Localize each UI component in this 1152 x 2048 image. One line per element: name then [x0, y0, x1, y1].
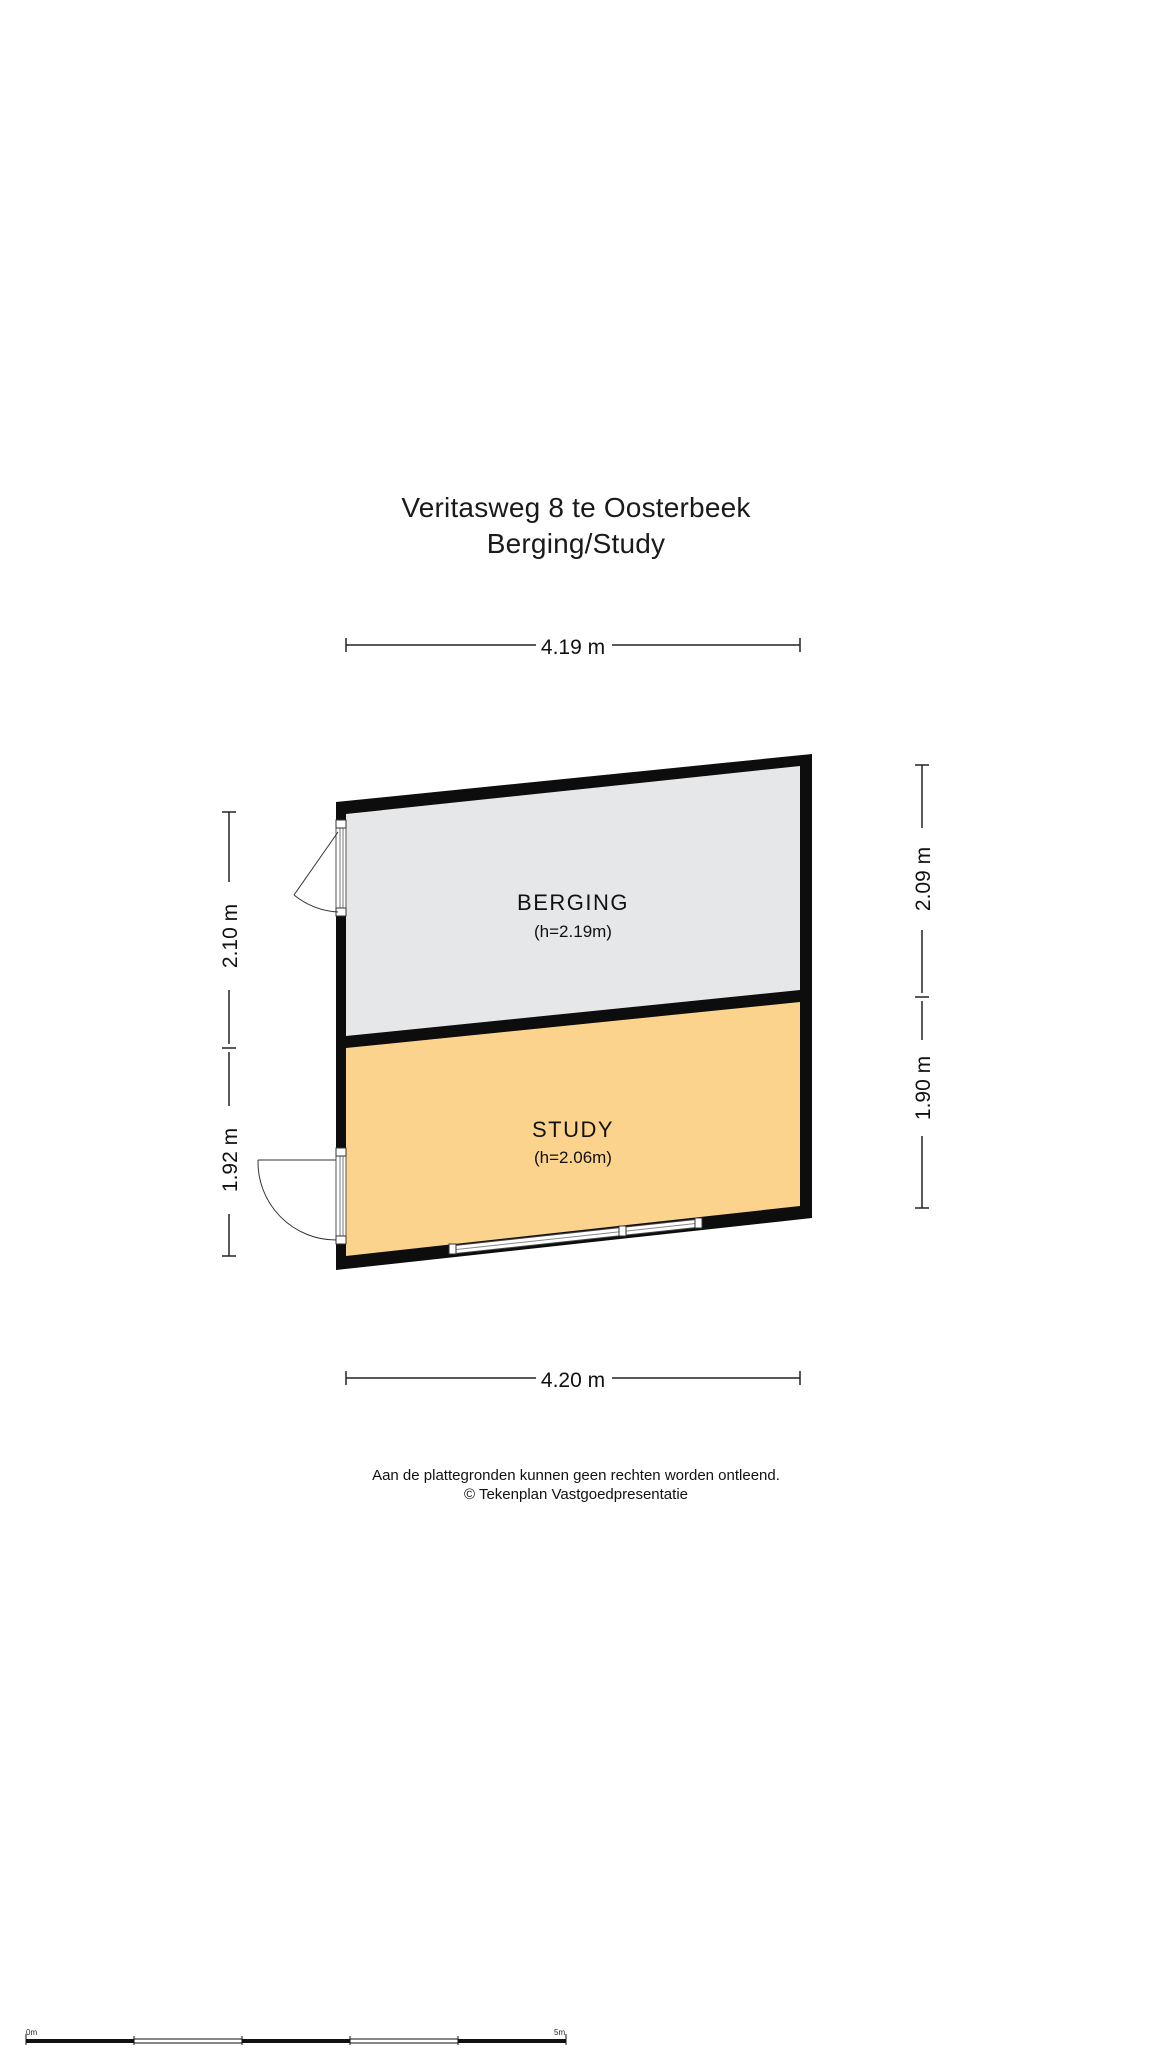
dimension-right — [912, 765, 935, 1208]
dimension-top-label: 4.19 m — [540, 636, 606, 659]
door-study — [258, 1148, 346, 1244]
door-berging — [294, 820, 346, 916]
scale-bar — [26, 2028, 566, 2045]
scale-start-label: 0m — [26, 2028, 38, 2037]
scale-segment-2 — [134, 2039, 242, 2043]
disclaimer-text: Aan de plattegronden kunnen geen rechten worden ontleend. — [372, 1467, 780, 1484]
scale-end-label: 5m — [554, 2028, 566, 2037]
plan-subtitle: Berging/Study — [486, 528, 666, 559]
dimension-left-lower-label: 1.92 m — [219, 1127, 242, 1193]
room-berging-height: (h=2.19m) — [534, 922, 612, 941]
address-title: Veritasweg 8 te Oosterbeek — [401, 492, 751, 523]
room-study-height: (h=2.06m) — [534, 1148, 612, 1167]
room-study-name: STUDY — [531, 1117, 615, 1142]
dimension-right-lower-label: 1.90 m — [912, 1055, 935, 1121]
dimension-top — [346, 636, 800, 659]
plan-footer — [0, 1466, 1152, 1504]
room-berging-name: BERGING — [517, 890, 629, 915]
copyright-text: © Tekenplan Vastgoedpresentatie — [464, 1486, 688, 1503]
dimension-right-upper-label: 2.09 m — [912, 846, 935, 912]
dimension-left-upper-label: 2.10 m — [219, 903, 242, 969]
dimension-left — [219, 812, 242, 1256]
scale-segment-4 — [350, 2039, 458, 2043]
scale-segment-3 — [242, 2039, 350, 2043]
dimension-bottom-label: 4.20 m — [540, 1369, 606, 1392]
dimension-bottom — [346, 1369, 800, 1392]
scale-segment-1 — [26, 2039, 134, 2043]
scale-segment-5 — [458, 2039, 566, 2043]
